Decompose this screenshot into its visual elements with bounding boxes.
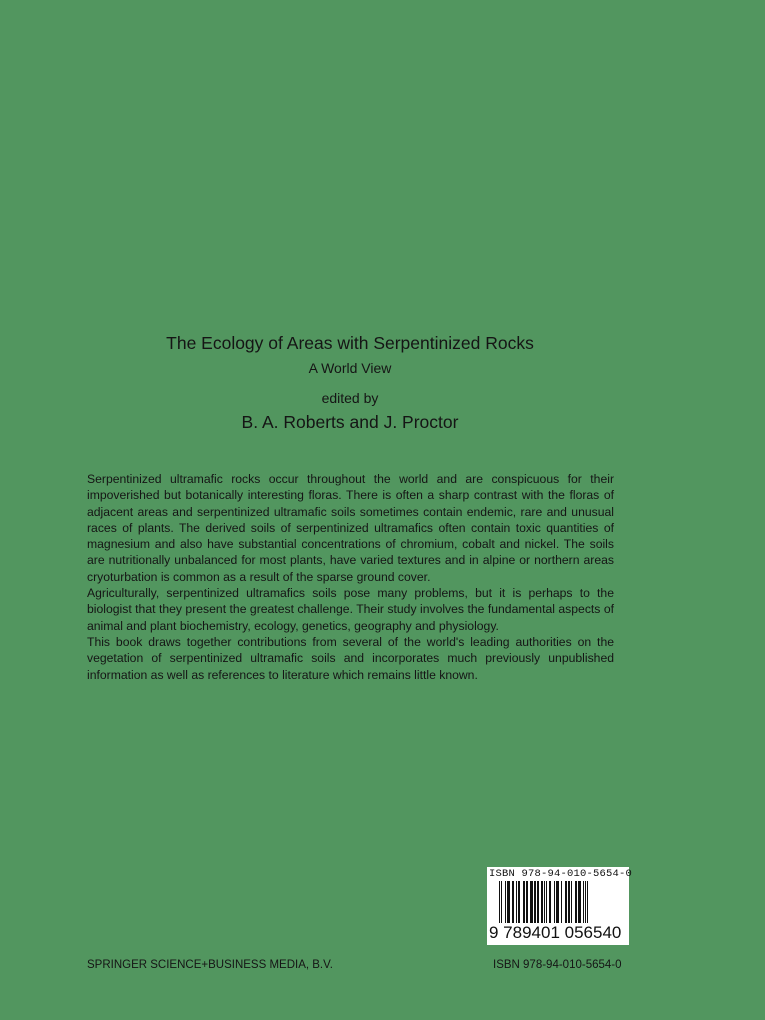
- blurb-paragraph: Agriculturally, serpentinized ultramafics soils pose many problems, but it is perhaps to the biologist that they present the greatest challenge. Their study involves the fundamental aspects of animal and plant biochemistry, ecology, genetics, geography and physiology.: [87, 586, 614, 633]
- back-cover-blurb: [87, 471, 614, 683]
- barcode-isbn-label: ISBN 978-94-010-5654-0: [489, 868, 633, 880]
- blurb-paragraph: This book draws together contributions from several of the world's leading authorities on the vegetation of serpentinized ultramafic soils and incorporates much previously unpublished information as well as references to literature which remains little known.: [87, 634, 614, 682]
- book-subtitle: A World View: [308, 360, 392, 376]
- book-title: The Ecology of Areas with Serpentinized Rocks: [166, 333, 534, 353]
- isbn-barcode: [487, 867, 633, 945]
- isbn-text: ISBN 978-94-010-5654-0: [493, 959, 622, 971]
- publisher-name: SPRINGER SCIENCE+BUSINESS MEDIA, B.V.: [87, 959, 333, 971]
- barcode-digits: 9 789401 056540: [489, 923, 622, 942]
- blurb-paragraph: Serpentinized ultramafic rocks occur throughout the world and are conspicuous for their impoverished but botanically interesting floras. There is often a sharp contrast with the floras of adjacent areas and serpentinized ultramafic soils sometimes contain endemic, rare and unusual races of plants. The derived soils of serpentinized ultramafics often contain toxic quantities of magnesium and also have substantial concentrations of chromium, cobalt and nickel. The soils are nutritionally unbalanced for most plants, have varied textures and in alpine or northern areas cryoturbation is common as a result of the sparse ground cover.: [87, 472, 614, 584]
- barcode-bars: [499, 881, 624, 928]
- edited-by-label: edited by: [321, 390, 379, 406]
- editors: B. A. Roberts and J. Proctor: [241, 412, 459, 432]
